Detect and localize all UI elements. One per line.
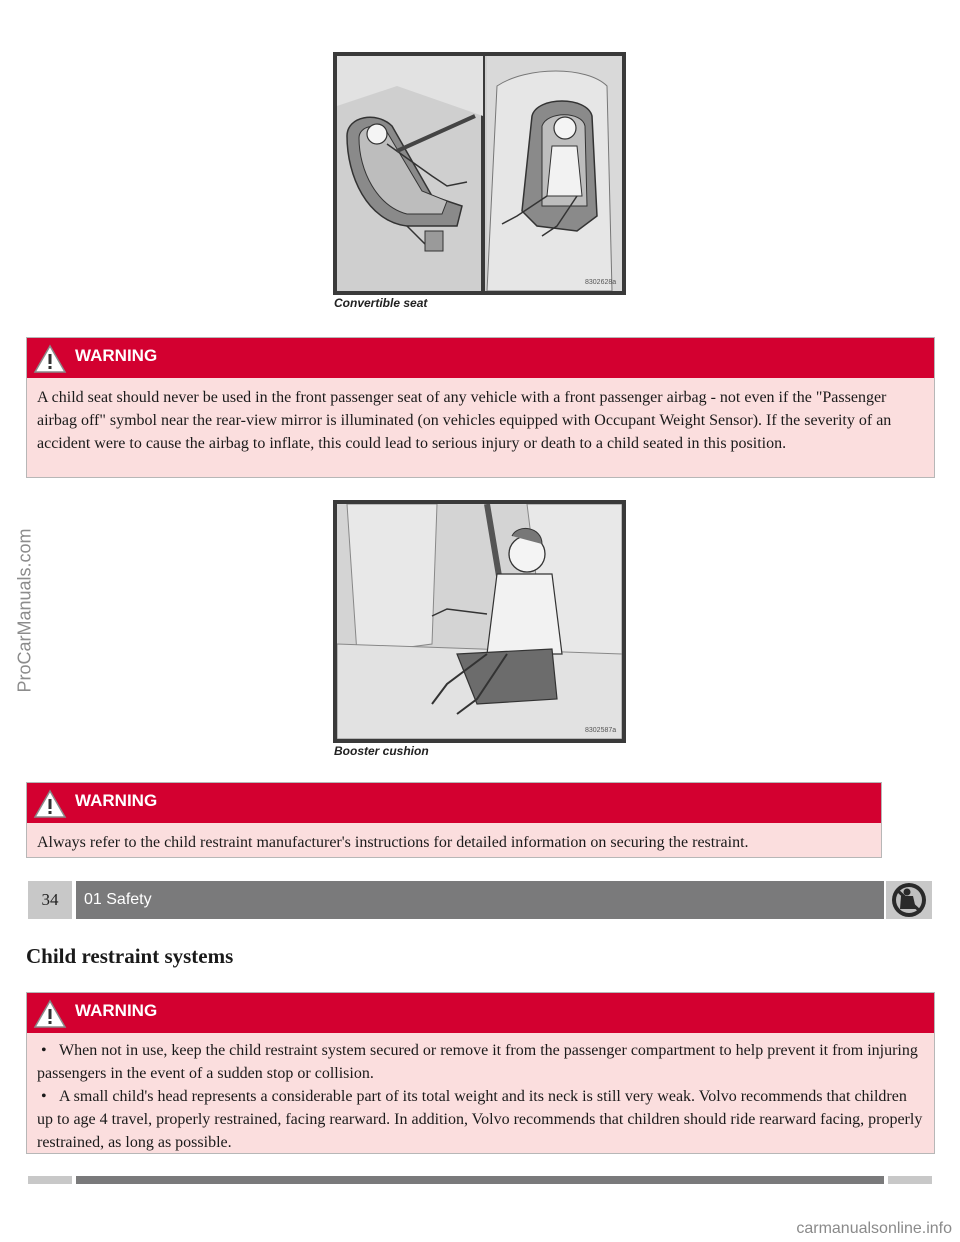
warning-title: WARNING bbox=[75, 791, 158, 810]
list-item: • When not in use, keep the child restraint system secured or remove it from the passenger compartment to help prevent it from injuring passengers in the event of a sudden stop or collision. bbox=[37, 1042, 918, 1082]
warning-box bbox=[26, 782, 882, 858]
section-bar bbox=[76, 881, 884, 919]
warning-box bbox=[26, 337, 935, 478]
side-watermark: ProCarManuals.com bbox=[14, 528, 35, 693]
footer-bar-left bbox=[28, 1176, 72, 1184]
footer-bar bbox=[76, 1176, 884, 1184]
warning-text: A child seat should never be used in the front passenger seat of any vehicle with a front passenger airbag - not even if the "Passenger airbag off" symbol near the rear-view mirror is illuminated (on vehicles equipped with Occupant Weight Sensor). If the severity of an accident were to cause the airbag to inflate, this could lead to serious injury or death to a child seated in this position. bbox=[37, 389, 892, 452]
warning-triangle-icon bbox=[33, 999, 67, 1029]
warning-header bbox=[27, 993, 934, 1033]
list-item: • A small child's head represents a considerable part of its total weight and its neck is still very weak. Volvo recommends that children up to age 4 travel, properly restrained, facing rearward. In addition, Volvo recommends that children should ride rearward facing, properly restrained, as long as possible. bbox=[37, 1088, 923, 1151]
booster-cushion-drawing bbox=[337, 504, 622, 739]
warning-triangle-icon bbox=[33, 789, 67, 819]
warning-title: WARNING bbox=[75, 346, 158, 365]
convertible-seat-illustration bbox=[333, 52, 626, 295]
booster-cushion-illustration bbox=[333, 500, 626, 743]
warning-header bbox=[27, 338, 934, 378]
warning-triangle-icon bbox=[33, 344, 67, 374]
warning-box bbox=[26, 992, 935, 1154]
section-title: 01 Safety bbox=[84, 891, 152, 908]
warning-list bbox=[27, 1033, 934, 1162]
warning-text: Always refer to the child restraint manufacturer's instructions for detailed information on securing the restraint. bbox=[37, 834, 749, 851]
section-icon-box bbox=[886, 881, 932, 919]
footer-watermark: carmanualsonline.info bbox=[796, 1220, 952, 1237]
figure-caption: Convertible seat bbox=[334, 296, 428, 310]
page-number: 34 bbox=[28, 881, 72, 919]
figure-code: 8302587a bbox=[585, 727, 617, 734]
footer-bar-right bbox=[888, 1176, 932, 1184]
page-title: Child restraint systems bbox=[26, 944, 234, 968]
warning-header bbox=[27, 783, 881, 823]
figure-code: 8302628a bbox=[585, 279, 617, 286]
figure-caption: Booster cushion bbox=[334, 744, 429, 758]
convertible-seat-drawing bbox=[337, 56, 622, 291]
list-item-text: When not in use, keep the child restraint system secured or remove it from the passenger compartment to help prevent it from injuring passengers in the event of a sudden stop or collision. bbox=[37, 1042, 918, 1082]
list-item-text: A small child's head represents a considerable part of its total weight and its neck is still very weak. Volvo recommends that children up to age 4 travel, properly restrained, facing rearward. In addition, Volvo recommends that children should ride rearward facing, properly restrained, as long as possible. bbox=[37, 1088, 923, 1151]
child-seat-icon bbox=[886, 881, 932, 919]
warning-title: WARNING bbox=[75, 1001, 158, 1020]
